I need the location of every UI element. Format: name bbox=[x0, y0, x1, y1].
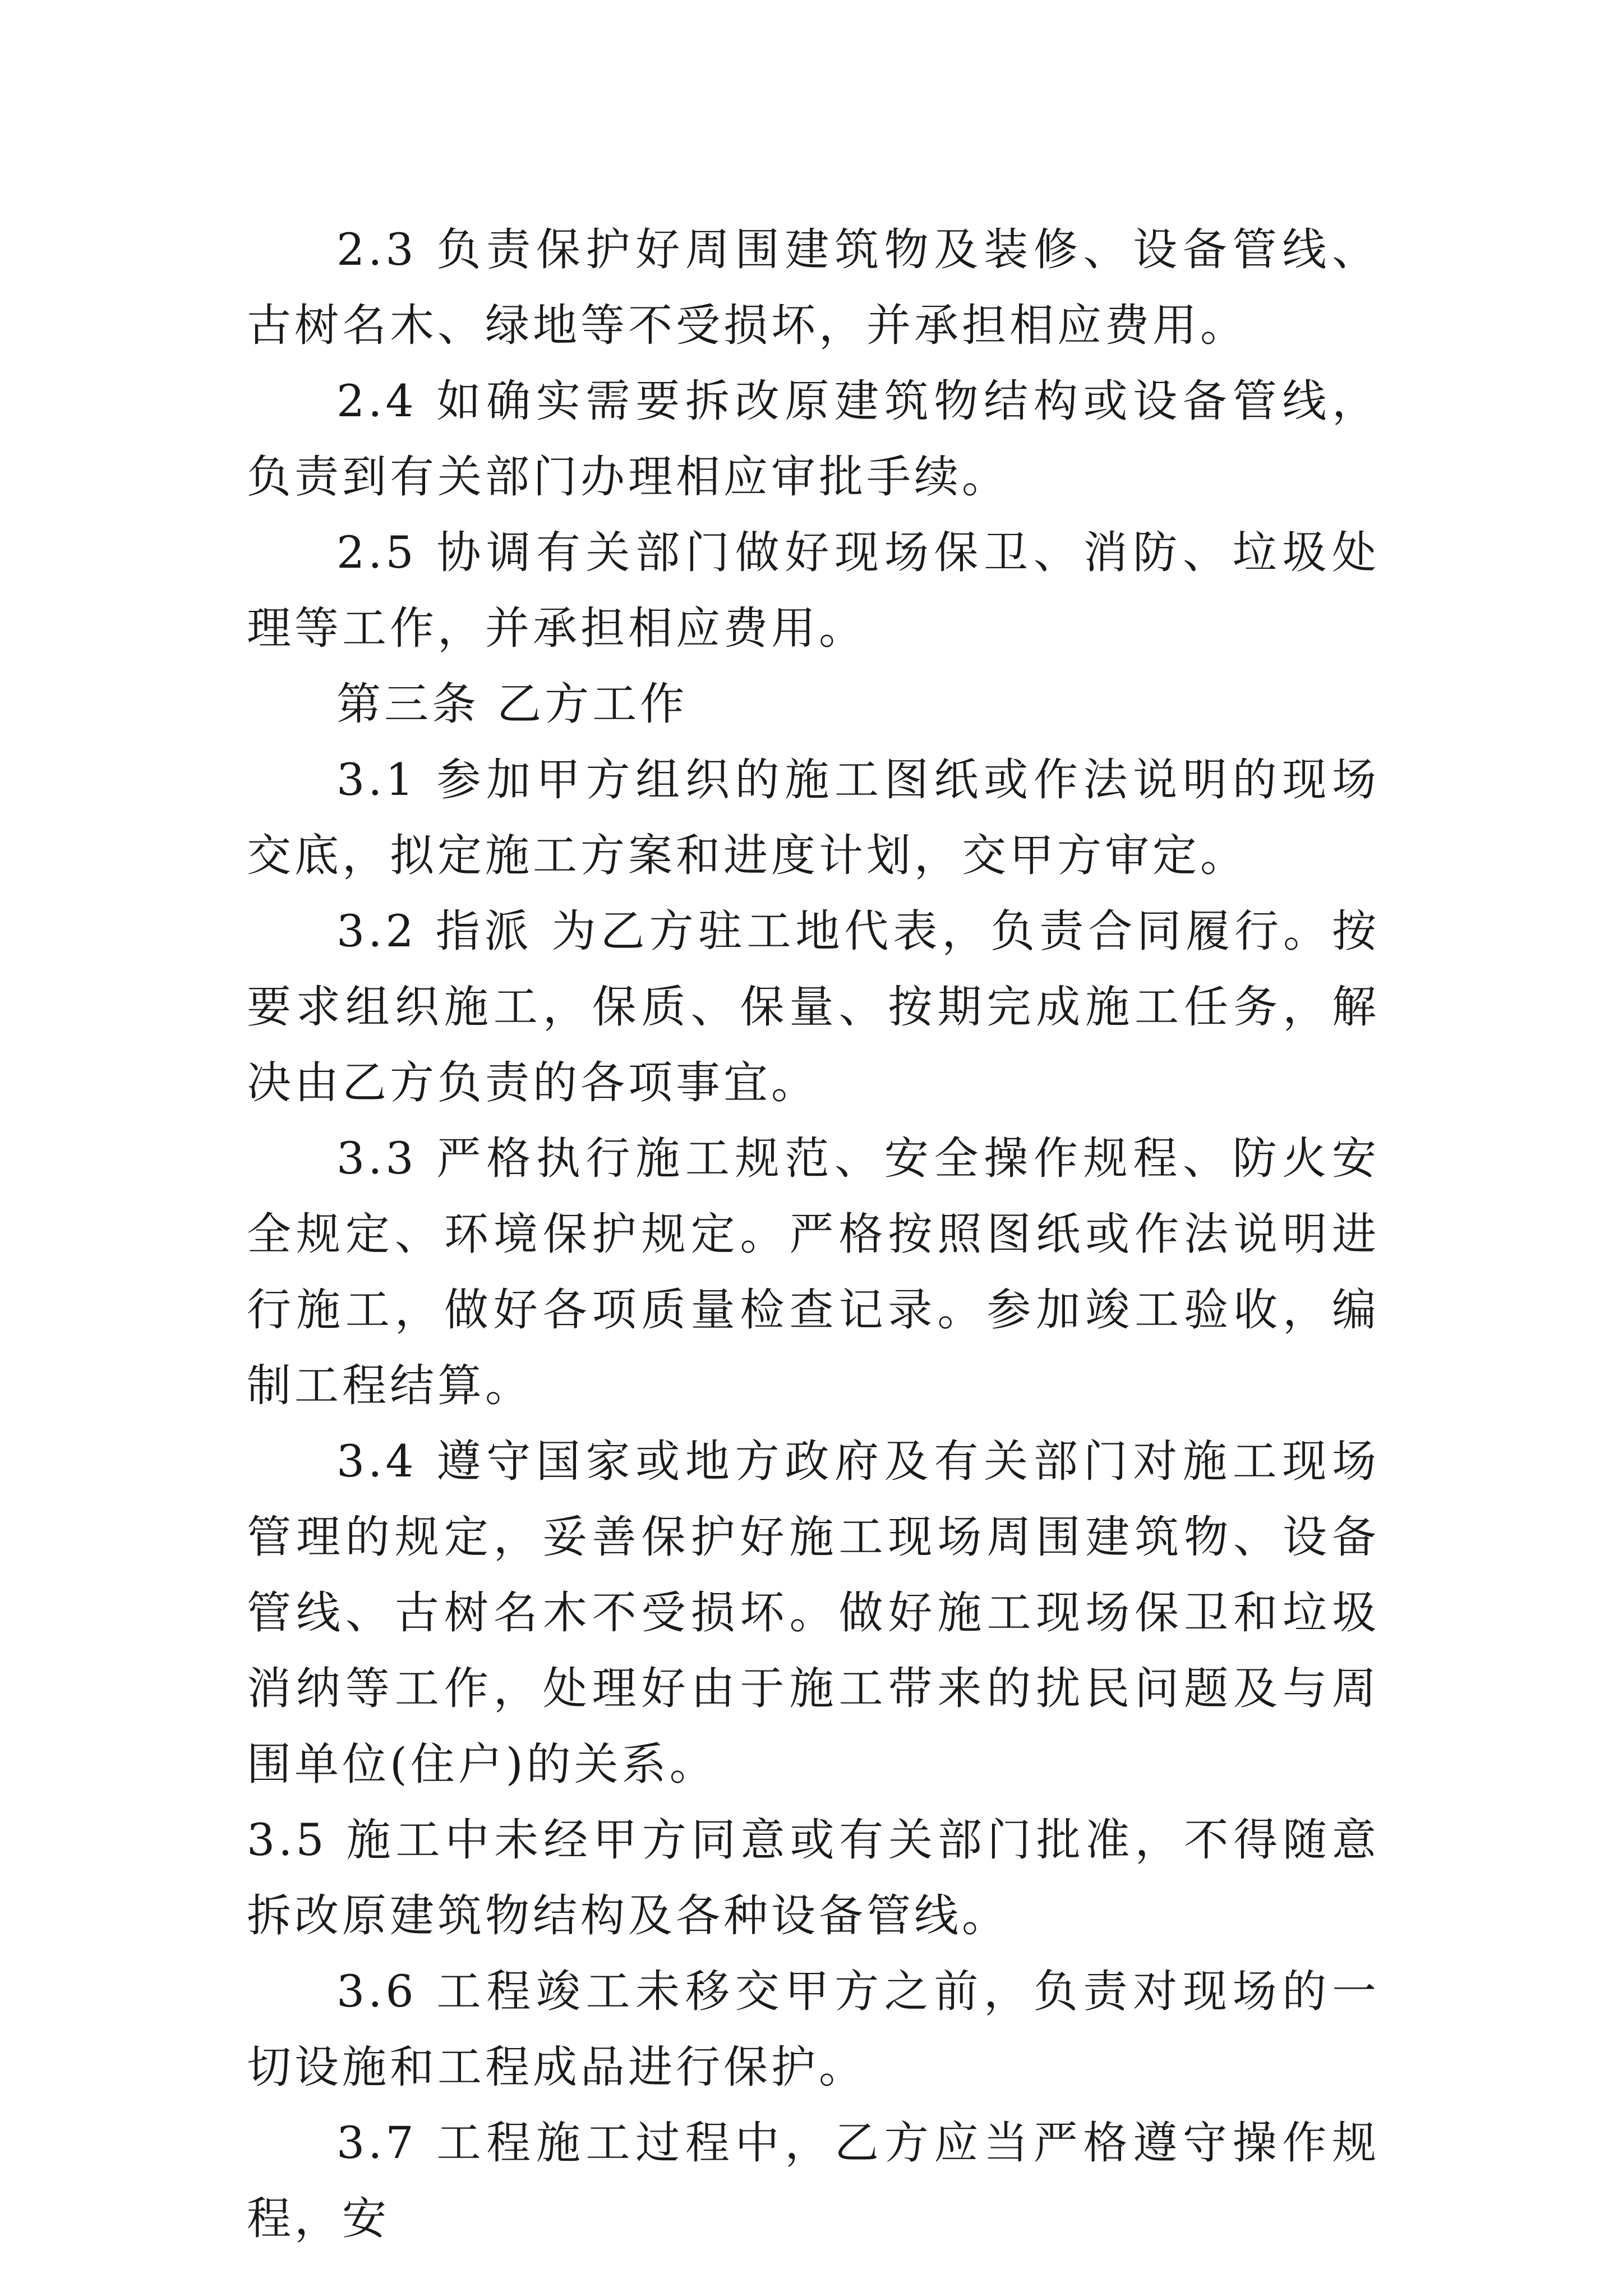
clause-3-3: 3.3 严格执行施工规范、安全操作规程、防火安全规定、环境保护规定。严格按照图纸或作法说明进行施工，做好各项质量检查记录。参加竣工验收，编制工程结算。 bbox=[247, 1133, 1380, 1411]
clause-2-5: 2.5 协调有关部门做好现场保卫、消防、垃圾处理等工作，并承担相应费用。 bbox=[247, 527, 1380, 654]
clause-3-6: 3.6 工程竣工未移交甲方之前，负责对现场的一切设施和工程成品进行保护。 bbox=[247, 1966, 1380, 2093]
clause-3-4: 3.4 遵守国家或地方政府及有关部门对施工现场管理的规定，妥善保护好施工现场周围建筑物、设备管线、古树名木不受损坏。做好施工现场保卫和垃圾消纳等工作，处理好由于施工带来的扰民问题及与周围单位(住户)的关系。 bbox=[247, 1435, 1380, 1790]
article-3-heading: 第三条 乙方工作 bbox=[336, 678, 688, 730]
document-body bbox=[247, 212, 1380, 2257]
clause-3-7: 3.7 工程施工过程中，乙方应当严格遵守操作规程，安 bbox=[247, 2117, 1380, 2244]
clause-3-5: 3.5 施工中未经甲方同意或有关部门批准，不得随意拆改原建筑物结构及各种设备管线。 bbox=[247, 1814, 1380, 1941]
clause-3-1: 3.1 参加甲方组织的施工图纸或作法说明的现场交底，拟定施工方案和进度计划，交甲方审定。 bbox=[247, 754, 1380, 881]
clause-2-4: 2.4 如确实需要拆改原建筑物结构或设备管线，负责到有关部门办理相应审批手续。 bbox=[247, 375, 1380, 503]
clause-2-3: 2.3 负责保护好周围建筑物及装修、设备管线、古树名木、绿地等不受损坏，并承担相应费用。 bbox=[247, 224, 1380, 351]
clause-3-2: 3.2 指派 为乙方驻工地代表，负责合同履行。按要求组织施工，保质、保量、按期完成施工任务，解决由乙方负责的各项事宜。 bbox=[247, 905, 1380, 1108]
